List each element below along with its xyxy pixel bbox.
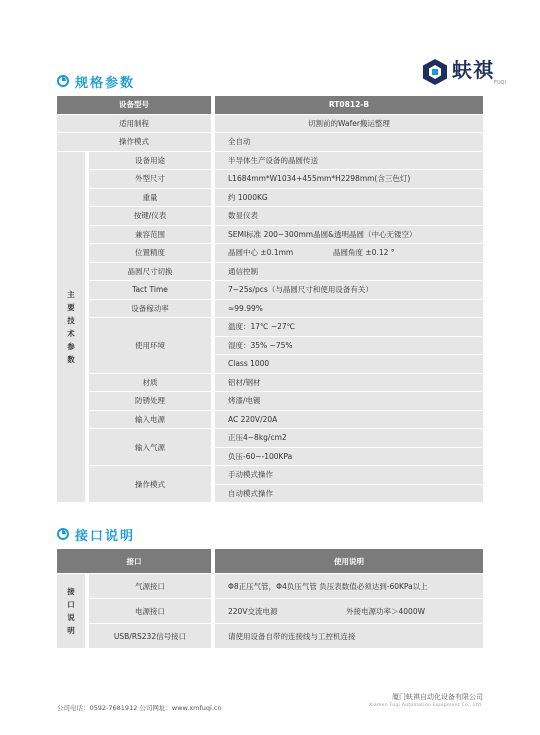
iface-side-label: 接 口 说 明 [57, 574, 85, 648]
pie-chart-icon [57, 75, 69, 87]
iface-header-row [57, 549, 483, 573]
table-row [57, 429, 483, 447]
table-row [57, 281, 483, 299]
row-value: 请使用设备自带的连接线与工控机连接 [215, 624, 483, 648]
table-row [57, 374, 483, 392]
accuracy-center: 晶圆中心 ±0.1mm [228, 248, 294, 258]
table-row [57, 411, 483, 429]
table-row [57, 207, 483, 225]
row-value: 切割前的Wafer搬运整理 [215, 115, 483, 133]
row-label: 防锈处理 [89, 392, 211, 410]
row-value: SEMI标准 200~300mm晶圆&透明晶圆（中心无镂空） [215, 226, 483, 244]
row-value: 负压-60~-100KPa [215, 448, 483, 466]
hexagon-logo-icon [422, 58, 448, 86]
iface-header-value: 使用说明 [215, 549, 483, 573]
row-label: 位置精度 [89, 244, 211, 262]
iface-section-title: 接口说明 [75, 528, 136, 544]
spec-side-label: 主 要 技 术 参 数 [57, 152, 85, 503]
power-voltage: 220V交流电源 [228, 606, 278, 616]
row-label: 使用环境 [89, 318, 211, 373]
row-value: L1684mm*W1034+455mm*H2298mm(含三色灯) [215, 170, 483, 188]
table-row [57, 466, 483, 484]
row-value: 湿度：35% ~75% [215, 337, 483, 355]
row-value: 约 1000KG [215, 189, 483, 207]
row-value: ≈99.99% [215, 300, 483, 318]
spec-table [57, 95, 483, 503]
row-value: Φ8正压气管，Φ4负压气管 负压表数值必须达到-60KPa以上 [215, 574, 483, 598]
row-label: 晶圆尺寸切换 [89, 263, 211, 281]
accuracy-angle: 晶圆角度 ±0.12 ° [333, 248, 395, 258]
footer-company: 厦门蚨祺自动化设备有限公司 [392, 693, 483, 701]
row-label: 电源接口 [89, 599, 211, 623]
row-value: 手动模式操作 [215, 466, 483, 484]
spec-section-title: 规格参数 [75, 75, 136, 91]
row-label: 操作模式 [89, 466, 211, 502]
row-label: 输入气源 [89, 429, 211, 465]
row-value: 全自动 [215, 133, 483, 151]
row-label: 材质 [89, 374, 211, 392]
table-row [57, 226, 483, 244]
row-label: 设备用途 [89, 152, 211, 170]
iface-header-label: 接口 [57, 549, 211, 573]
table-row [57, 189, 483, 207]
table-row [57, 392, 483, 410]
brand-name: 蚨祺 [452, 58, 494, 82]
table-row [57, 300, 483, 318]
row-label: 外型尺寸 [89, 170, 211, 188]
pie-chart-icon [57, 528, 69, 540]
row-label: 设备稼动率 [89, 300, 211, 318]
row-label: Tact Time [89, 281, 211, 299]
table-row [57, 115, 483, 133]
row-label: 输入电源 [89, 411, 211, 429]
power-wattage: 外接电源功率＞4000W [346, 606, 426, 616]
row-value: 铝材/钢材 [215, 374, 483, 392]
iface-table [57, 548, 483, 649]
table-row [57, 624, 483, 648]
row-label: 气源接口 [89, 574, 211, 598]
iface-section-heading [57, 525, 135, 543]
row-value: 自动模式操作 [215, 485, 483, 503]
row-value: 温度：17℃ ~27℃ [215, 318, 483, 336]
row-value [215, 244, 483, 262]
row-value: 7~25s/pcs（与晶圆尺寸和使用设备有关） [215, 281, 483, 299]
spec-header-label: 设备型号 [57, 96, 211, 114]
row-label: 操作模式 [57, 133, 211, 151]
row-value: 烤漆/电镀 [215, 392, 483, 410]
table-row [57, 318, 483, 336]
row-value: 正压4~8kg/cm2 [215, 429, 483, 447]
table-row [57, 170, 483, 188]
row-value: 数显仪表 [215, 207, 483, 225]
spec-header-row [57, 96, 483, 114]
table-row [57, 599, 483, 623]
table-row [57, 263, 483, 281]
row-label: USB/RS232信号接口 [89, 624, 211, 648]
table-row [57, 133, 483, 151]
row-label: 兼容范围 [89, 226, 211, 244]
row-label: 重量 [89, 189, 211, 207]
row-value: Class 1000 [215, 355, 483, 373]
row-label: 适用制程 [57, 115, 211, 133]
spec-header-value: RT0812-B [215, 96, 483, 114]
table-row [57, 244, 483, 262]
row-value: 半导体生产设备的晶圆传送 [215, 152, 483, 170]
row-value: 通信控制 [215, 263, 483, 281]
row-value [215, 599, 483, 623]
footer-company-en: Xiamen Fuqi Automation Equipment Co., Ltd. [368, 703, 483, 708]
brand-logo [422, 58, 518, 90]
row-value: AC 220V/20A [215, 411, 483, 429]
row-label: 按键/仪表 [89, 207, 211, 225]
table-row [57, 574, 483, 598]
spec-section-heading [57, 72, 135, 90]
footer-contact: 公司电话：0592-7681912 公司网址：www.xmfuqi.cn [57, 704, 222, 712]
brand-sub: FUQI [494, 80, 506, 86]
table-row [57, 152, 483, 170]
